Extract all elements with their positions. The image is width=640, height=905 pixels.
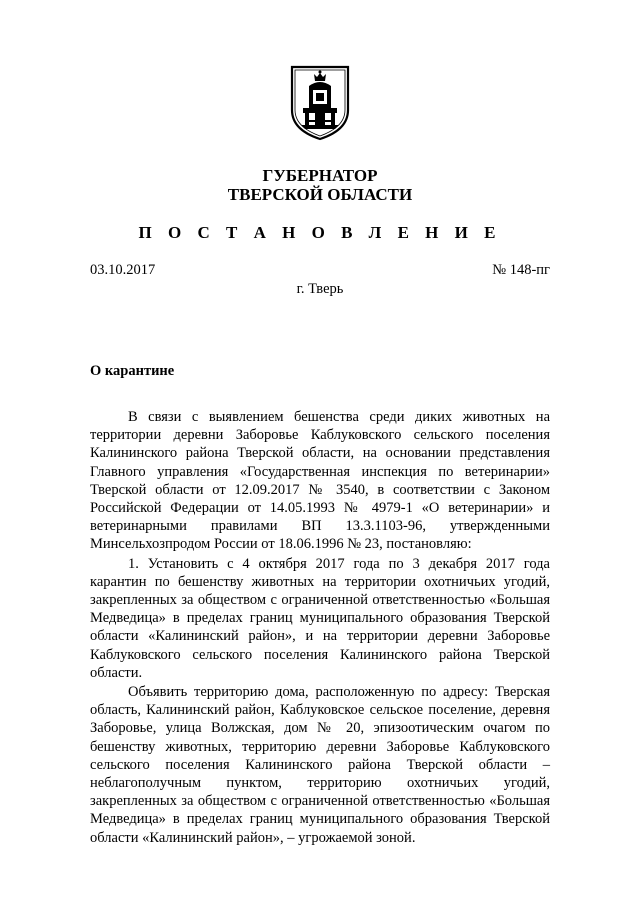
issuer-region: ТВЕРСКОЙ ОБЛАСТИ <box>227 185 413 204</box>
document-body <box>90 408 550 847</box>
document-date: 03.10.2017 <box>90 262 156 278</box>
document-type: П О С Т А Н О В Л Е Н И Е <box>138 223 502 242</box>
paragraph-preamble: В связи с выявлением бешенства среди диких животных на территории деревни Заборовье Каблуковского сельского поселения Калининского района Тверской области, на основании представления Главного управления «Государственная инспекция по ветеринарии» Тверской области от 12.09.2017 № 3540, в соответствии с Законом Российской Федерации от 14.05.1993 № 4979-1 «О ветеринарии» и ветеринарными правилами ВП 13.3.1103-96, утвержденными Минсельхозпродом России от 18.06.1996 № 23, постановляю: <box>90 409 550 553</box>
paragraph-declaration: Объявить территорию дома, расположенную по адресу: Тверская область, Калининский район, Каблуковское сельское поселение, деревня Заборовье, улица Волжская, дом № 20, эпизоотическим очагом по бешенству животных, территорию деревни Заборовье Каблуковского сельского поселения Калининского района Тверской области – неблагополучным пунктом, территорию охотничьих угодий, закрепленных за обществом с ограниченной ответственностью «Большая Медведица» в пределах границ муниципального образования Тверской области «Калининский район», – угрожаемой зоной. <box>90 684 550 846</box>
document-city: г. Тверь <box>296 281 344 297</box>
document-number: № 148-пг <box>492 262 550 278</box>
document-subject: О карантине <box>90 363 175 379</box>
tver-coat-of-arms-icon <box>289 64 351 142</box>
issuer-title: ГУБЕРНАТОР <box>262 166 378 185</box>
paragraph-item-1: 1. Установить с 4 октября 2017 года по 3 декабря 2017 года карантин по бешенству животных на территории охотничьих угодий, закрепленных за обществом с ограниченной ответственностью «Большая Медведица» в пределах границ муниципального образования Тверской области «Калининский район», и на территории деревни Заборовье Каблуковского сельского поселения Калининского района Тверской области. <box>90 555 550 681</box>
